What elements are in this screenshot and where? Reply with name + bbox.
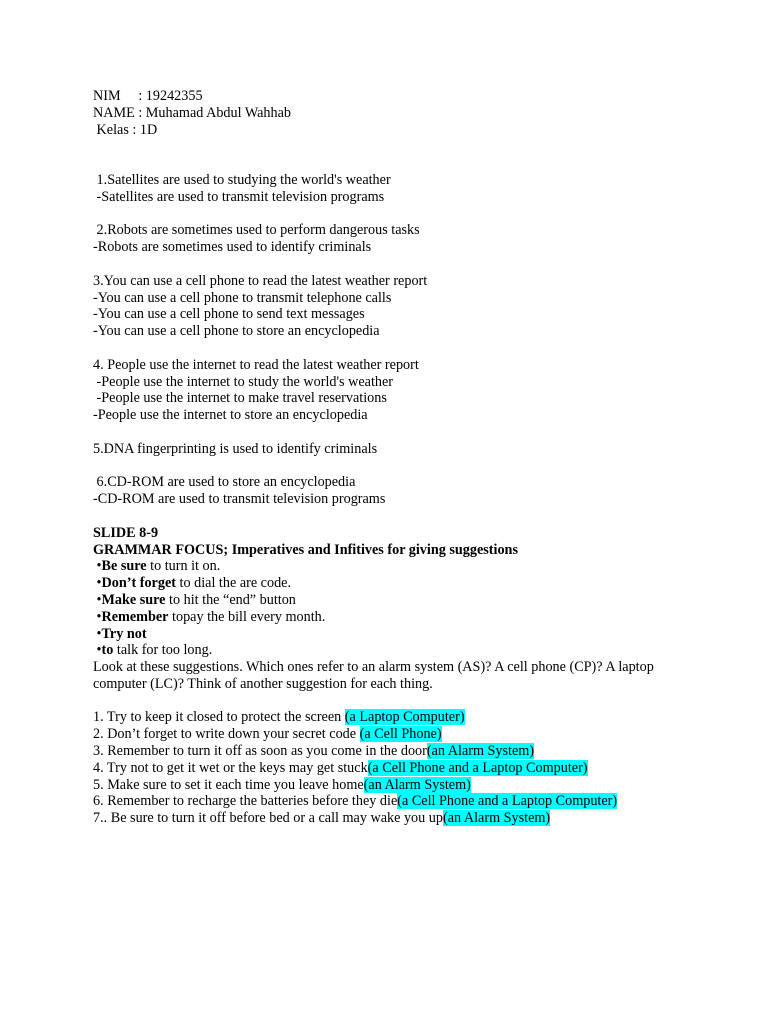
answer-line: -People use the internet to store an encyclopedia [93, 407, 368, 424]
slide-title: SLIDE 8-9 [93, 524, 159, 541]
bullet-text: topay the bill every month. [168, 608, 326, 625]
spacer [93, 458, 693, 475]
bullet-keyword: Remember [101, 608, 169, 625]
bullet-line [93, 642, 693, 659]
bullet-text: to dial the are code. [175, 575, 292, 592]
bullet-text: to turn it on. [146, 558, 221, 575]
suggestion-text: 2. Don’t forget to write down your secret code [93, 726, 360, 743]
answer-line: -CD-ROM are used to transmit television programs [93, 491, 386, 508]
answer-line: 2.Robots are sometimes used to perform dangerous tasks [93, 222, 420, 239]
bullet-line [93, 592, 693, 609]
kelas-line: Kelas : 1D [93, 121, 158, 138]
spacer [93, 206, 693, 223]
suggestion-line [93, 777, 693, 794]
name-line: NAME : Muhamad Abdul Wahhab [93, 104, 291, 121]
highlighted-answer: (a Cell Phone and a Laptop Computer) [397, 793, 618, 810]
suggestion-line [93, 743, 693, 760]
bullet-keyword: Make sure [101, 591, 166, 608]
bullet-keyword: Be sure [101, 558, 147, 575]
bullet-line [93, 609, 693, 626]
document-body [93, 88, 693, 827]
instruction-paragraph: Look at these suggestions. Which ones refer to an alarm system (AS)? A cell phone (CP)? A laptop computer (LC)? Think of another suggestion for each thing. [93, 659, 654, 692]
suggestion-line [93, 810, 693, 827]
answer-line: -People use the internet to make travel reservations [93, 390, 387, 407]
highlighted-answer: (an Alarm System) [442, 810, 551, 827]
highlighted-answer: (an Alarm System) [426, 743, 535, 760]
nim-line: NIM : 19242355 [93, 88, 203, 104]
spacer [93, 693, 693, 710]
highlighted-answer: (a Laptop Computer) [344, 709, 465, 726]
bullet-keyword: Try not [101, 625, 147, 642]
spacer [93, 155, 693, 172]
suggestion-text: 5. Make sure to set it each time you leave home [93, 776, 364, 793]
answer-line: -You can use a cell phone to store an encyclopedia [93, 323, 380, 340]
bullet-marker: • [93, 642, 102, 659]
bullet-line [93, 626, 693, 643]
suggestion-line [93, 760, 693, 777]
suggestion-text: 6. Remember to recharge the batteries before they die [93, 793, 398, 810]
answer-line: -You can use a cell phone to transmit telephone calls [93, 289, 392, 306]
bullet-marker: • [93, 575, 102, 592]
spacer [93, 508, 693, 525]
grammar-heading: GRAMMAR FOCUS; Imperatives and Infitives for giving suggestions [93, 541, 518, 558]
bullet-keyword: to [101, 642, 114, 659]
answer-line: -Robots are sometimes used to identify criminals [93, 239, 372, 256]
bullet-marker: • [93, 591, 102, 608]
bullet-line [93, 558, 693, 575]
bullet-line [93, 575, 693, 592]
spacer [93, 138, 693, 155]
highlighted-answer: (a Cell Phone and a Laptop Computer) [367, 759, 588, 776]
bullet-marker: • [93, 558, 102, 575]
suggestion-text: 1. Try to keep it closed to protect the screen [93, 709, 345, 726]
suggestion-text: 7.. Be sure to turn it off before bed or a call may wake you up [93, 810, 443, 827]
bullet-keyword: Don’t forget [101, 575, 176, 592]
bullet-text: talk for too long. [113, 642, 213, 659]
answer-line: 4. People use the internet to read the latest weather report [93, 356, 419, 373]
answer-line: 6.CD-ROM are used to store an encyclopedia [93, 474, 356, 491]
spacer [93, 340, 693, 357]
answer-line: -Satellites are used to transmit television programs [93, 188, 385, 205]
highlighted-answer: (an Alarm System) [363, 776, 471, 793]
answer-line: -You can use a cell phone to send text messages [93, 306, 365, 323]
answer-line: 1.Satellites are used to studying the world's weather [93, 171, 391, 188]
spacer [93, 256, 693, 273]
suggestion-line [93, 793, 693, 810]
bullet-marker: • [93, 625, 102, 642]
answer-line: 3.You can use a cell phone to read the latest weather report [93, 272, 428, 289]
suggestion-text: 4. Try not to get it wet or the keys may get stuck [93, 759, 368, 776]
suggestion-text: 3. Remember to turn it off as soon as you come in the door [93, 743, 427, 760]
answer-line: 5.DNA fingerprinting is used to identify criminals [93, 440, 378, 457]
answer-line: -People use the internet to study the world's weather [93, 373, 394, 390]
suggestion-line [93, 726, 693, 743]
bullet-text: to hit the “end” button [165, 591, 296, 608]
highlighted-answer: (a Cell Phone) [359, 726, 442, 743]
suggestion-line [93, 709, 693, 726]
bullet-marker: • [93, 608, 102, 625]
spacer [93, 424, 693, 441]
